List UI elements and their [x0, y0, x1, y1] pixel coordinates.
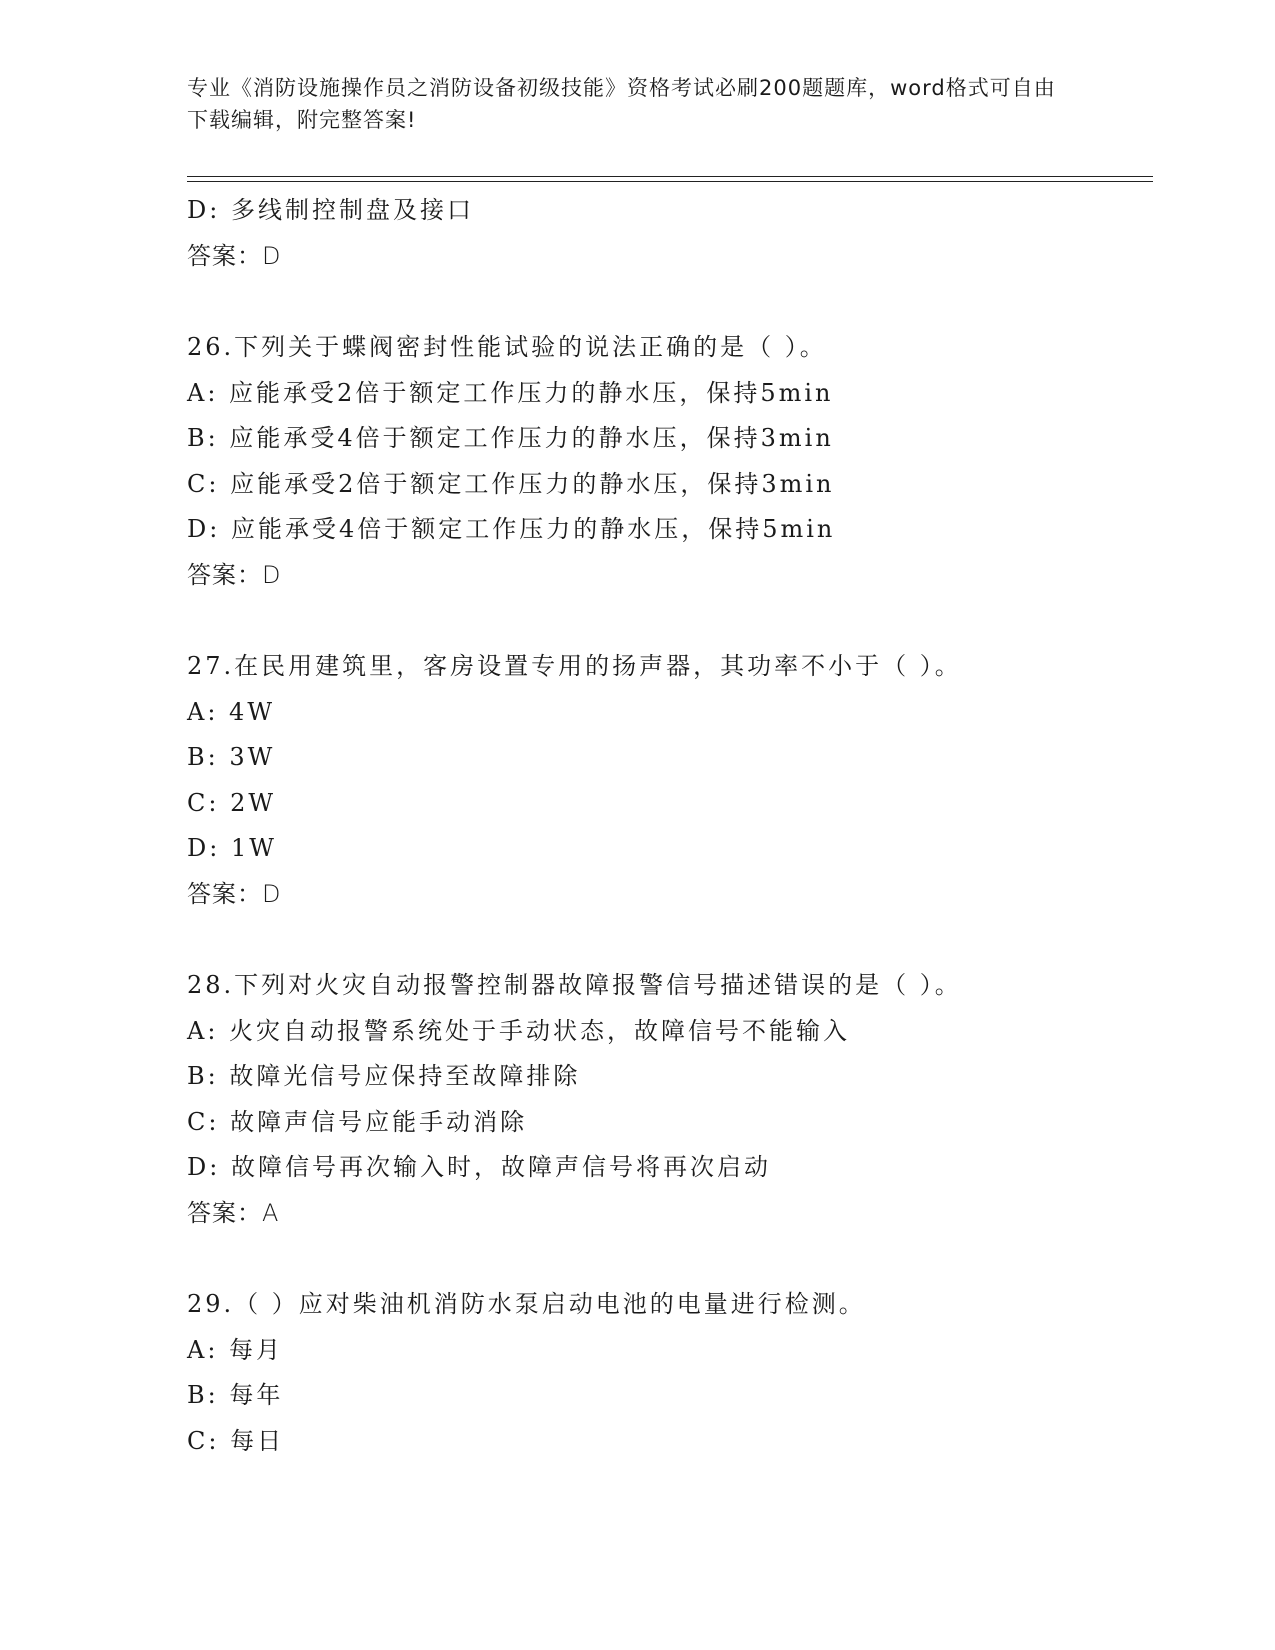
option-c: C: 每日 [187, 1426, 285, 1455]
question-stem: 29.（ ）应对柴油机消防水泵启动电池的电量进行检测。 [187, 1290, 866, 1318]
answer-line: 答案：D [187, 241, 282, 270]
option-a: A: 火灾自动报警系统处于手动状态，故障信号不能输入 [187, 1016, 851, 1045]
answer-line: 答案：D [187, 560, 282, 589]
option-d: D: 故障信号再次输入时，故障声信号将再次启动 [187, 1153, 771, 1181]
answer-line: 答案：A [187, 1198, 280, 1227]
spacer [187, 917, 1153, 963]
question-list [187, 188, 1153, 1464]
option-a: A: 应能承受2倍于额定工作压力的静水压，保持5min [187, 378, 834, 407]
question-stem: 27.在民用建筑里，客房设置专用的扬声器，其功率不小于（ ）。 [187, 652, 962, 680]
question-stem: 28.下列对火灾自动报警控制器故障报警信号描述错误的是（ ）。 [187, 971, 962, 999]
option-a: A: 4W [187, 697, 275, 726]
option-c: C: 故障声信号应能手动消除 [187, 1107, 528, 1136]
question-stem: 26.下列关于蝶阀密封性能试验的说法正确的是（ ）。 [187, 333, 827, 361]
option-b: B: 故障光信号应保持至故障排除 [187, 1062, 581, 1090]
header-rule-top [187, 176, 1153, 177]
header-rule-bottom [187, 181, 1153, 182]
option-d: D: 1W [187, 834, 277, 862]
spacer [187, 279, 1153, 325]
spacer [187, 1236, 1153, 1282]
option-d: D: 多线制控制盘及接口 [187, 196, 474, 224]
answer-line: 答案：D [187, 879, 282, 908]
spacer [187, 598, 1153, 644]
option-b: B: 3W [187, 743, 276, 771]
option-b: B: 应能承受4倍于额定工作压力的静水压，保持3min [187, 424, 834, 452]
option-c: C: 2W [187, 788, 277, 817]
option-b: B: 每年 [187, 1381, 284, 1409]
option-d: D: 应能承受4倍于额定工作压力的静水压，保持5min [187, 515, 836, 543]
option-c: C: 应能承受2倍于额定工作压力的静水压，保持3min [187, 469, 835, 498]
option-a: A: 每月 [187, 1335, 284, 1364]
document-header: 专业《消防设施操作员之消防设备初级技能》资格考试必刷200题题库，word格式可自由下载编辑，附完整答案! [187, 76, 1056, 132]
